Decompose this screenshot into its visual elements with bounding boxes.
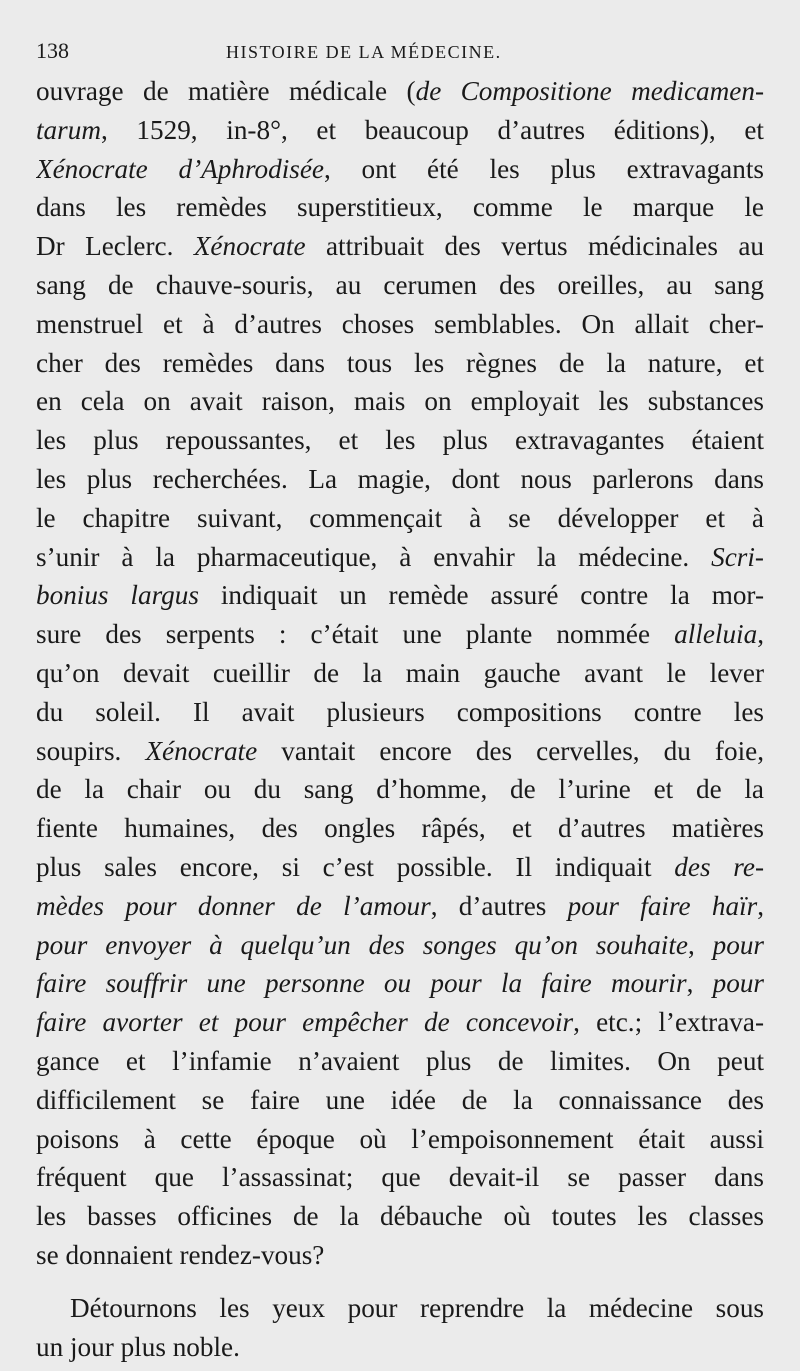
text-line — [36, 1158, 764, 1197]
text-run: les plus recherchées. La magie, dont nous parlerons dans — [36, 463, 764, 494]
text-line — [36, 1236, 764, 1275]
text-line — [36, 887, 764, 926]
italic-text: bonius largus — [36, 580, 199, 611]
text-run: fréquent que l’assassinat; que devait-il se passer dans — [36, 1162, 764, 1193]
running-title: HISTOIRE DE LA MÉDECINE. — [226, 42, 502, 62]
text-run: cher des remèdes dans tous les règnes de la nature, et — [36, 347, 764, 378]
text-run: plus sales encore, si c’est possible. Il indiquait — [36, 851, 675, 882]
text-line — [36, 848, 764, 887]
text-line — [36, 72, 764, 111]
text-line — [36, 305, 764, 344]
text-run: , — [757, 619, 764, 650]
text-run: du soleil. Il avait plusieurs compositions contre les — [36, 696, 764, 727]
text-line — [36, 1003, 764, 1042]
text-line — [36, 1197, 764, 1236]
text-run: , 1529, in-8°, et beaucoup d’autres éditions), et — [100, 114, 764, 145]
text-line — [36, 344, 764, 383]
text-run: gance et l’infamie n’avaient plus de limites. On peut — [36, 1045, 764, 1076]
text-run: menstruel et à d’autres choses semblables. On allait cher- — [36, 308, 764, 339]
italic-text: Xénocrate — [145, 735, 258, 766]
italic-text: mèdes pour donner de l’amour — [36, 890, 431, 921]
text-line — [36, 654, 764, 693]
text-line — [36, 1120, 764, 1159]
text-line — [36, 615, 764, 654]
text-line — [36, 188, 764, 227]
page-number: 138 — [36, 38, 69, 63]
body-text — [36, 72, 764, 1366]
italic-text: pour envoyer à quelqu’un des songes qu’on souhaite — [36, 929, 688, 960]
text-line — [36, 693, 764, 732]
text-run: les basses officines de la débauche où toutes les classes — [36, 1201, 764, 1232]
text-run: dans les remèdes superstitieux, comme le marque le — [36, 192, 764, 223]
text-run: sang de chauve-souris, au cerumen des oreilles, au sang — [36, 269, 764, 300]
text-run: un jour plus noble. — [36, 1331, 240, 1362]
text-line — [36, 111, 764, 150]
text-run: vantait encore des cervelles, du foie, — [257, 735, 764, 766]
italic-text: tarum — [36, 114, 101, 145]
text-run: attribuait des vertus médicinales au — [305, 231, 764, 262]
text-run: Détournons les yeux pour reprendre la médecine sous — [70, 1292, 764, 1323]
text-line — [36, 150, 764, 189]
text-run: en cela on avait raison, mais on employait les substances — [36, 386, 764, 417]
page-header — [36, 38, 764, 72]
text-line — [36, 499, 764, 538]
text-line — [36, 227, 764, 266]
text-line — [36, 382, 764, 421]
text-run: , ont été les plus extravagants — [323, 153, 764, 184]
text-line — [36, 266, 764, 305]
text-run: de la chair ou du sang d’homme, de l’urine et de la — [36, 774, 764, 805]
text-line — [36, 538, 764, 577]
text-run: ouvrage de matière médicale ( — [36, 76, 416, 106]
italic-text: Scri- — [711, 541, 764, 572]
text-line — [36, 964, 764, 1003]
text-line — [36, 926, 764, 965]
text-run: , — [686, 968, 713, 999]
italic-text: pour — [712, 929, 764, 960]
text-run: , — [757, 890, 764, 921]
italic-text: faire souffrir une personne ou pour la faire mourir — [36, 968, 687, 999]
italic-text: des re- — [674, 851, 764, 882]
text-line — [36, 460, 764, 499]
text-run: indiquait un remède assuré contre la mor- — [198, 580, 764, 611]
text-run: soupirs. — [36, 735, 146, 766]
text-run: poisons à cette époque où l’empoisonnement était aussi — [36, 1123, 764, 1154]
text-run: le chapitre suivant, commençait à se développer et à — [36, 502, 764, 533]
text-line — [36, 576, 764, 615]
text-run: qu’on devait cueillir de la main gauche avant le lever — [36, 657, 764, 688]
text-line — [36, 770, 764, 809]
text-run: fiente humaines, des ongles râpés, et d’autres matières — [36, 813, 764, 844]
text-run: se donnaient rendez-vous? — [36, 1239, 325, 1270]
italic-text: Xénocrate d’Aphrodisée — [36, 153, 324, 184]
text-run: , — [687, 929, 713, 960]
text-run: Dr Leclerc. — [36, 231, 194, 262]
paragraph — [36, 72, 764, 1275]
text-line — [36, 421, 764, 460]
paragraph — [36, 1289, 764, 1367]
text-run: les plus repoussantes, et les plus extravagantes étaient — [36, 425, 764, 456]
italic-text: faire avorter et pour empêcher de concevoir — [36, 1007, 574, 1038]
italic-text: Xénocrate — [193, 231, 306, 262]
text-run: difficilement se faire une idée de la connaissance des — [36, 1084, 764, 1115]
text-line — [36, 1289, 764, 1328]
text-run: , d’autres — [430, 890, 568, 921]
text-run: sure des serpents : c’était une plante nommée — [36, 619, 675, 650]
text-line — [36, 1042, 764, 1081]
italic-text: alleluia — [674, 619, 758, 650]
text-line — [36, 809, 764, 848]
italic-text: pour — [712, 968, 764, 999]
text-run: s’unir à la pharmaceutique, à envahir la médecine. — [36, 541, 712, 572]
italic-text: de Compositione medicamen- — [415, 76, 764, 106]
text-run: , etc.; l’extrava- — [573, 1007, 764, 1038]
text-line — [36, 1081, 764, 1120]
text-line — [36, 732, 764, 771]
text-line — [36, 1328, 764, 1367]
italic-text: pour faire haïr — [567, 890, 758, 921]
